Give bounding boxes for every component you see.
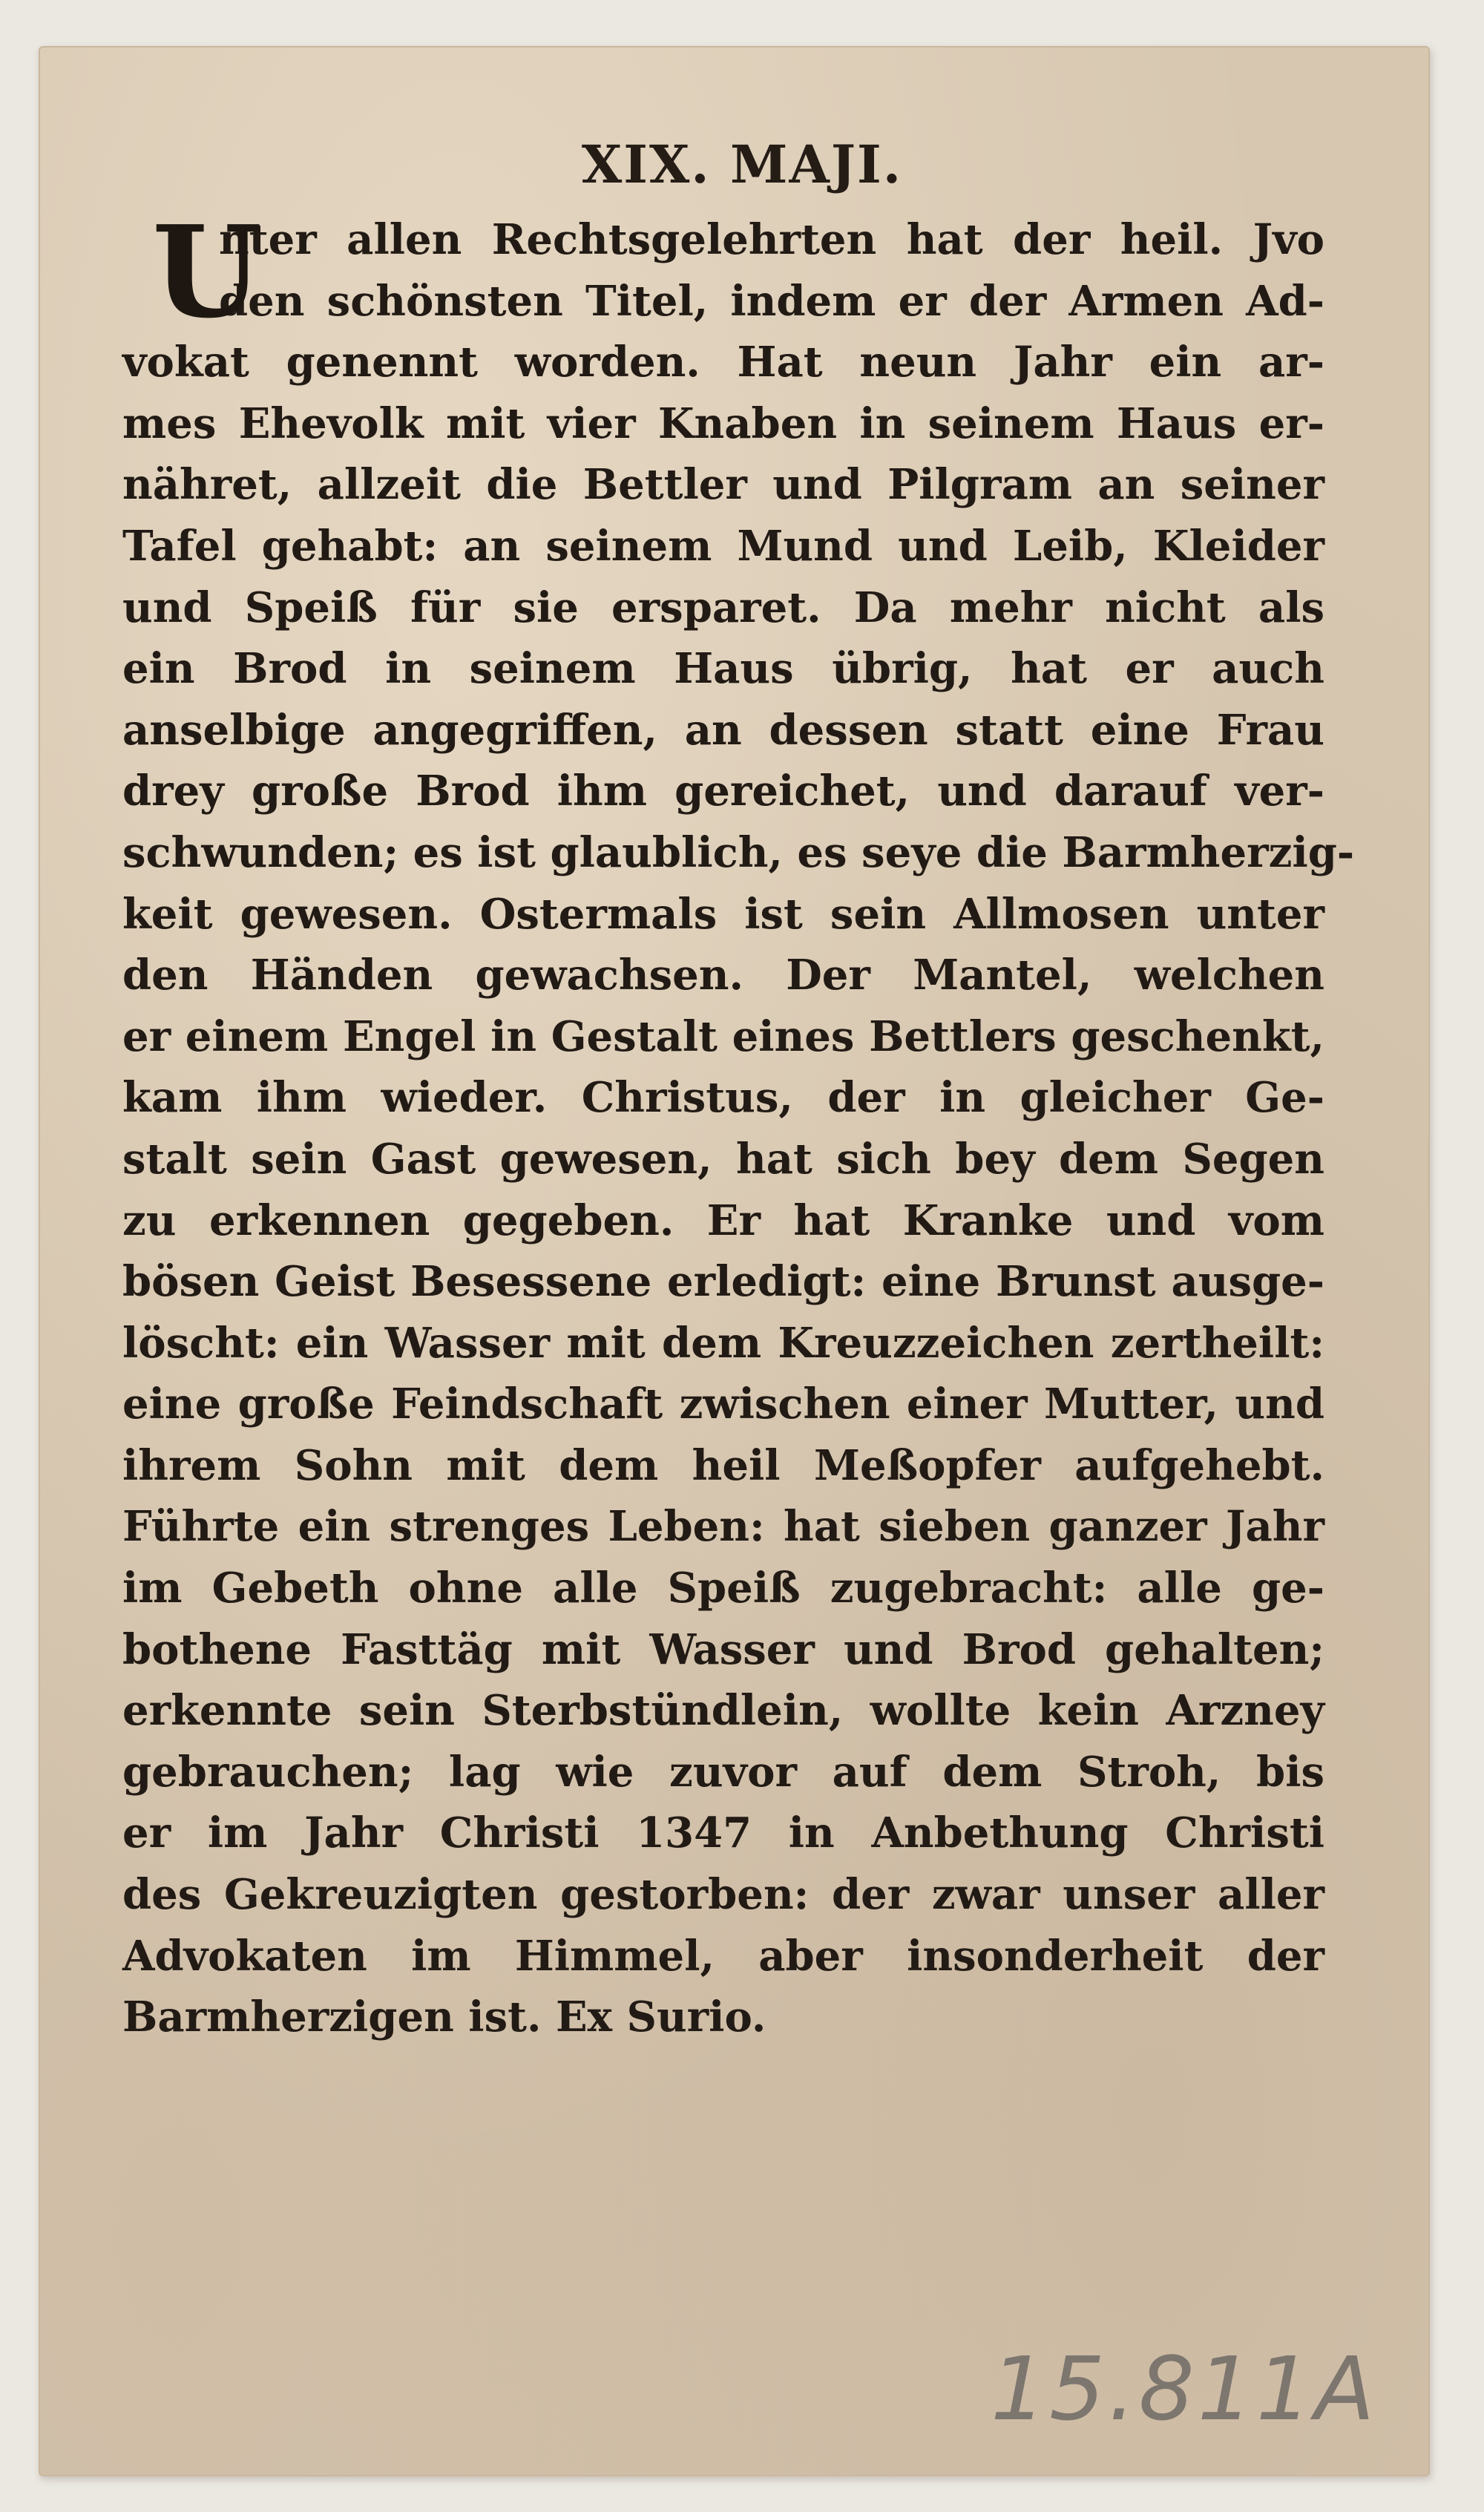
text-line: Führte ein strenges Leben: hat sieben ganzer Jahr [122, 1502, 1324, 1552]
drop-capital: U [152, 198, 263, 347]
text-line: kam ihm wieder. Christus, der in gleicher Ge- [122, 1073, 1324, 1123]
text-line: mes Ehevolk mit vier Knaben in seinem Haus er- [122, 399, 1324, 448]
text-line: er einem Engel in Gestalt eines Bettlers geschenkt, [122, 1011, 1324, 1061]
text-line: den Händen gewachsen. Der Mantel, welchen [122, 951, 1324, 1000]
text-line: bösen Geist Besessene erledigt: eine Brunst ausge- [122, 1257, 1324, 1307]
text-line: drey große Brod ihm gereichet, und darauf ver- [122, 767, 1324, 816]
text-line: im Gebeth ohne alle Speiß zugebracht: alle ge- [122, 1564, 1324, 1613]
text-line: vokat genennt worden. Hat neun Jahr ein ar- [122, 338, 1324, 387]
text-line: Advokaten im Himmel, aber insonderheit der [122, 1931, 1324, 1981]
text-line: ein Brod in seinem Haus übrig, hat er auch [122, 644, 1324, 694]
text-line: stalt sein Gast gewesen, hat sich bey dem Segen [122, 1134, 1324, 1184]
body-text [122, 198, 1355, 2048]
text-line: eine große Feindschaft zwischen einer Mutter, und [122, 1380, 1324, 1429]
text-line: gebrauchen; lag wie zuvor auf dem Stroh, bis [122, 1747, 1324, 1797]
page-heading: XIX. MAJI. [581, 134, 903, 195]
text-line: nter allen Rechtsgelehrten hat der heil. Jvo [219, 215, 1324, 264]
text-line: den schönsten Titel, indem er der Armen Ad- [219, 276, 1324, 326]
text-line: schwunden; es ist glaublich, es seye die Barmherzig- [122, 827, 1355, 877]
text-line: er im Jahr Christi 1347 in Anbethung Christi [122, 1808, 1324, 1858]
text-line: bothene Fasttäg mit Wasser und Brod gehalten; [122, 1624, 1324, 1674]
pencil-catalog-number: 15.811A [991, 2338, 1378, 2440]
text-line: ihrem Sohn mit dem heil Meßopfer aufgehebt. [122, 1440, 1324, 1490]
text-line: Tafel gehabt: an seinem Mund und Leib, Kleider [122, 521, 1324, 571]
text-line: erkennte sein Sterbstündlein, wollte kein Arzney [122, 1686, 1324, 1736]
text-line: zu erkennen gegeben. Er hat Kranke und vom [122, 1196, 1324, 1245]
text-line: löscht: ein Wasser mit dem Kreuzzeichen zertheilt: [122, 1318, 1324, 1368]
text-line: Barmherzigen ist. Ex Surio. [122, 1993, 766, 2042]
text-line: des Gekreuzigten gestorben: der zwar unser aller [122, 1870, 1324, 1920]
text-line: anselbige angegriffen, an dessen statt eine Frau [122, 705, 1324, 755]
text-line: keit gewesen. Ostermals ist sein Allmosen unter [122, 889, 1324, 939]
text-line: nähret, allzeit die Bettler und Pilgram an seiner [122, 460, 1324, 510]
text-line: und Speiß für sie ersparet. Da mehr nicht als [122, 583, 1324, 632]
